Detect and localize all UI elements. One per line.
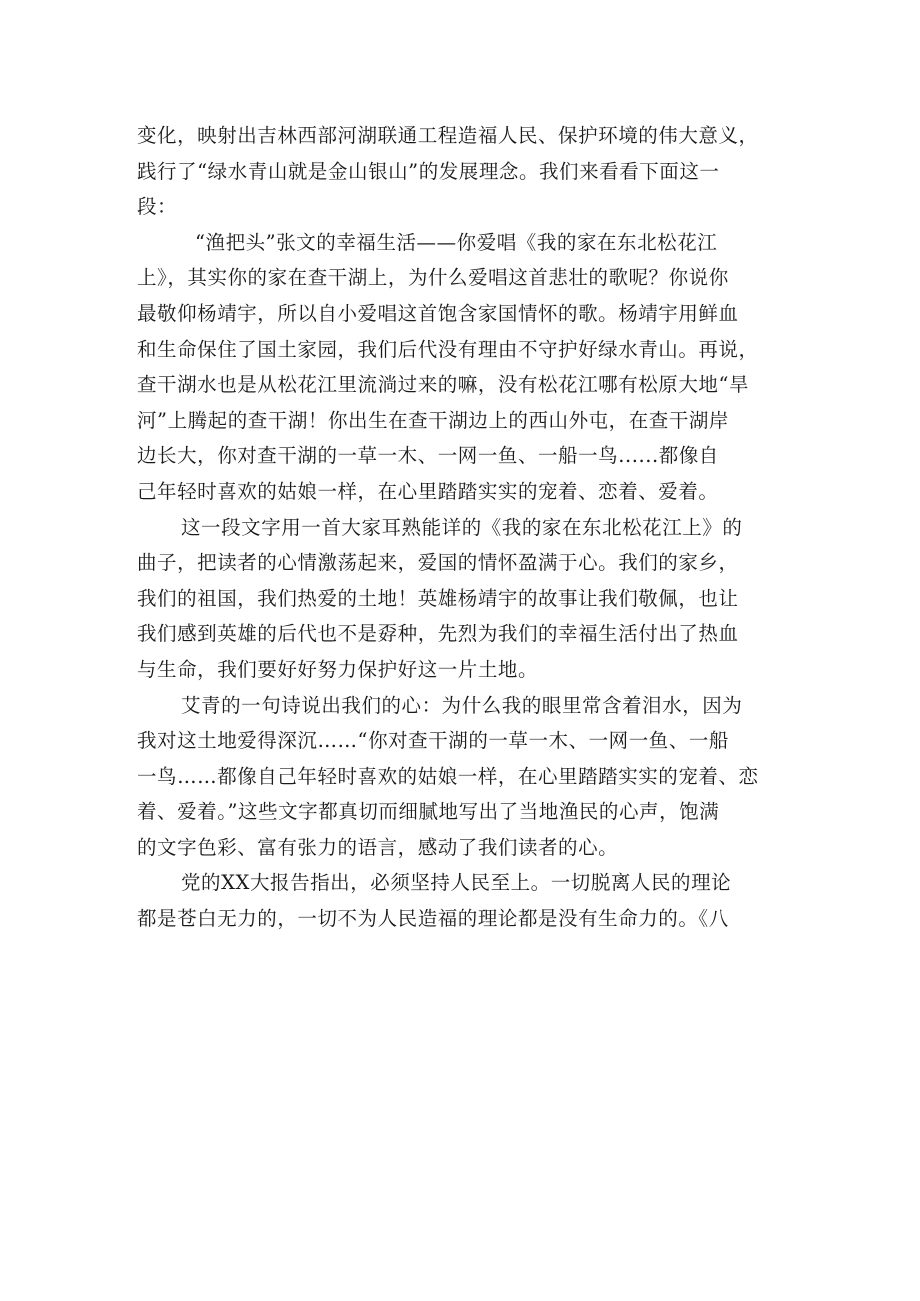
paragraph-5 bbox=[137, 865, 787, 936]
text-line: 我对这土地爱得深沉……“你对查干湖的一草一木、一网一鱼、一船 bbox=[137, 729, 729, 753]
text-line: 践行了“绿水青山就是金山银山”的发展理念。我们来看看下面这一 bbox=[137, 159, 720, 183]
text-line: 与生命，我们要好好努力保护好这一片土地。 bbox=[137, 657, 539, 681]
text-line: 河”上腾起的查干湖！你出生在查干湖边上的西山外屯，在查干湖岸 bbox=[137, 408, 729, 432]
text-line: 我们感到英雄的后代也不是孬种，先烈为我们的幸福生活付出了热血 bbox=[137, 622, 739, 646]
paragraph-1 bbox=[137, 118, 787, 225]
text-line: 艾青的一句诗说出我们的心：为什么我的眼里常含着泪水，因为 bbox=[181, 693, 743, 717]
text-line: 曲子，把读者的心情激荡起来，爱国的情怀盈满于心。我们的家乡， bbox=[137, 551, 739, 575]
text-line: 这一段文字用一首大家耳熟能详的《我的家在东北松花江上》的 bbox=[181, 515, 743, 539]
text-line: 变化，映射出吉林西部河湖联通工程造福人民、保护环境的伟大意义， bbox=[137, 124, 759, 147]
text-line: 的文字色彩、富有张力的语言，感动了我们读者的心。 bbox=[137, 835, 619, 859]
text-line: 己年轻时喜欢的姑娘一样，在心里踏踏实实的宠着、恋着、爱着。 bbox=[137, 479, 719, 503]
text-line: “渔把头”张文的幸福生活——你爱唱《我的家在东北松花江 bbox=[195, 230, 718, 254]
text-line: 着、爱着。”这些文字都真切而细腻地写出了当地渔民的心声，饱满 bbox=[137, 800, 720, 824]
paragraph-2-quote bbox=[137, 225, 787, 510]
text-line: 我们的祖国，我们热爱的土地！英雄杨靖宇的故事让我们敬佩，也让 bbox=[137, 586, 739, 610]
document-page bbox=[137, 118, 787, 937]
text-line: 上》，其实你的家在查干湖上，为什么爱唱这首悲壮的歌呢？你说你 bbox=[137, 266, 729, 290]
text-line: 查干湖水也是从松花江里流淌过来的嘛，没有松花江哪有松原大地“旱 bbox=[137, 373, 750, 397]
paragraph-4 bbox=[137, 688, 787, 866]
text-line: 段： bbox=[137, 195, 178, 219]
text-line: 和生命保住了国土家园，我们后代没有理由不守护好绿水青山。再说， bbox=[137, 337, 759, 361]
text-line: 都是苍白无力的，一切不为人民造福的理论都是没有生命力的。《八 bbox=[137, 907, 729, 931]
text-line: 最敬仰杨靖宇，所以自小爱唱这首饱含家国情怀的歌。杨靖宇用鲜血 bbox=[137, 301, 739, 325]
paragraph-3 bbox=[137, 510, 787, 688]
text-line: 一鸟……都像自己年轻时喜欢的姑娘一样，在心里踏踏实实的宠着、恋 bbox=[137, 764, 759, 788]
text-line: 边长大，你对查干湖的一草一木、一网一鱼、一船一鸟......都像自 bbox=[137, 444, 719, 468]
text-line: 党的XX大报告指出，必须坚持人民至上。一切脱离人民的理论 bbox=[181, 871, 732, 895]
